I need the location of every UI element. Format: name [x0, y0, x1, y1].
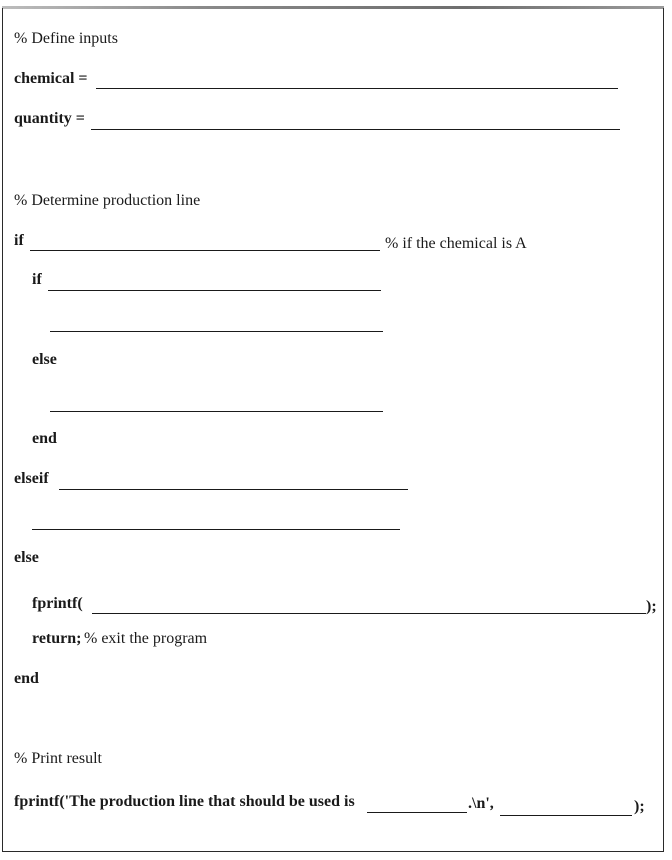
- final-fprintf-text: fprintf('The production line that should be used is: [14, 793, 355, 810]
- fprintf-error-open: fprintf(: [32, 595, 83, 612]
- if-keyword: if: [14, 232, 24, 249]
- comment-chemical-is-a: % if the chemical is A: [385, 235, 527, 252]
- final-fprintf-newline: .\n',: [468, 795, 494, 812]
- production-line-variable-blank[interactable]: [500, 815, 632, 816]
- inner-if-condition-blank[interactable]: [48, 290, 381, 291]
- elseif-keyword: elseif: [14, 470, 49, 487]
- comment-define-inputs: % Define inputs: [14, 30, 118, 47]
- worksheet-frame: [2, 8, 664, 852]
- inner-if-body-blank[interactable]: [50, 331, 383, 332]
- inner-else-keyword: else: [32, 351, 57, 368]
- inner-else-body-blank[interactable]: [50, 411, 383, 412]
- return-statement: return;: [32, 630, 82, 647]
- if-condition-blank[interactable]: [30, 250, 380, 251]
- quantity-blank[interactable]: [91, 129, 620, 130]
- quantity-label: quantity =: [14, 110, 85, 127]
- chemical-label: chemical =: [14, 70, 88, 87]
- chemical-blank[interactable]: [96, 88, 618, 89]
- comment-exit-program: % exit the program: [84, 630, 208, 647]
- elseif-condition-blank[interactable]: [59, 489, 408, 490]
- fprintf-error-close: );: [646, 598, 657, 615]
- inner-if-keyword: if: [32, 271, 42, 288]
- fprintf-error-blank[interactable]: [92, 613, 646, 614]
- inner-end-keyword: end: [32, 430, 57, 447]
- final-fprintf-close: );: [634, 798, 645, 815]
- elseif-body-blank[interactable]: [32, 529, 400, 530]
- comment-print-result: % Print result: [14, 750, 102, 767]
- outer-else-keyword: else: [14, 549, 39, 566]
- production-line-format-blank[interactable]: [367, 812, 467, 813]
- comment-determine-line: % Determine production line: [14, 192, 201, 209]
- outer-end-keyword: end: [14, 670, 39, 687]
